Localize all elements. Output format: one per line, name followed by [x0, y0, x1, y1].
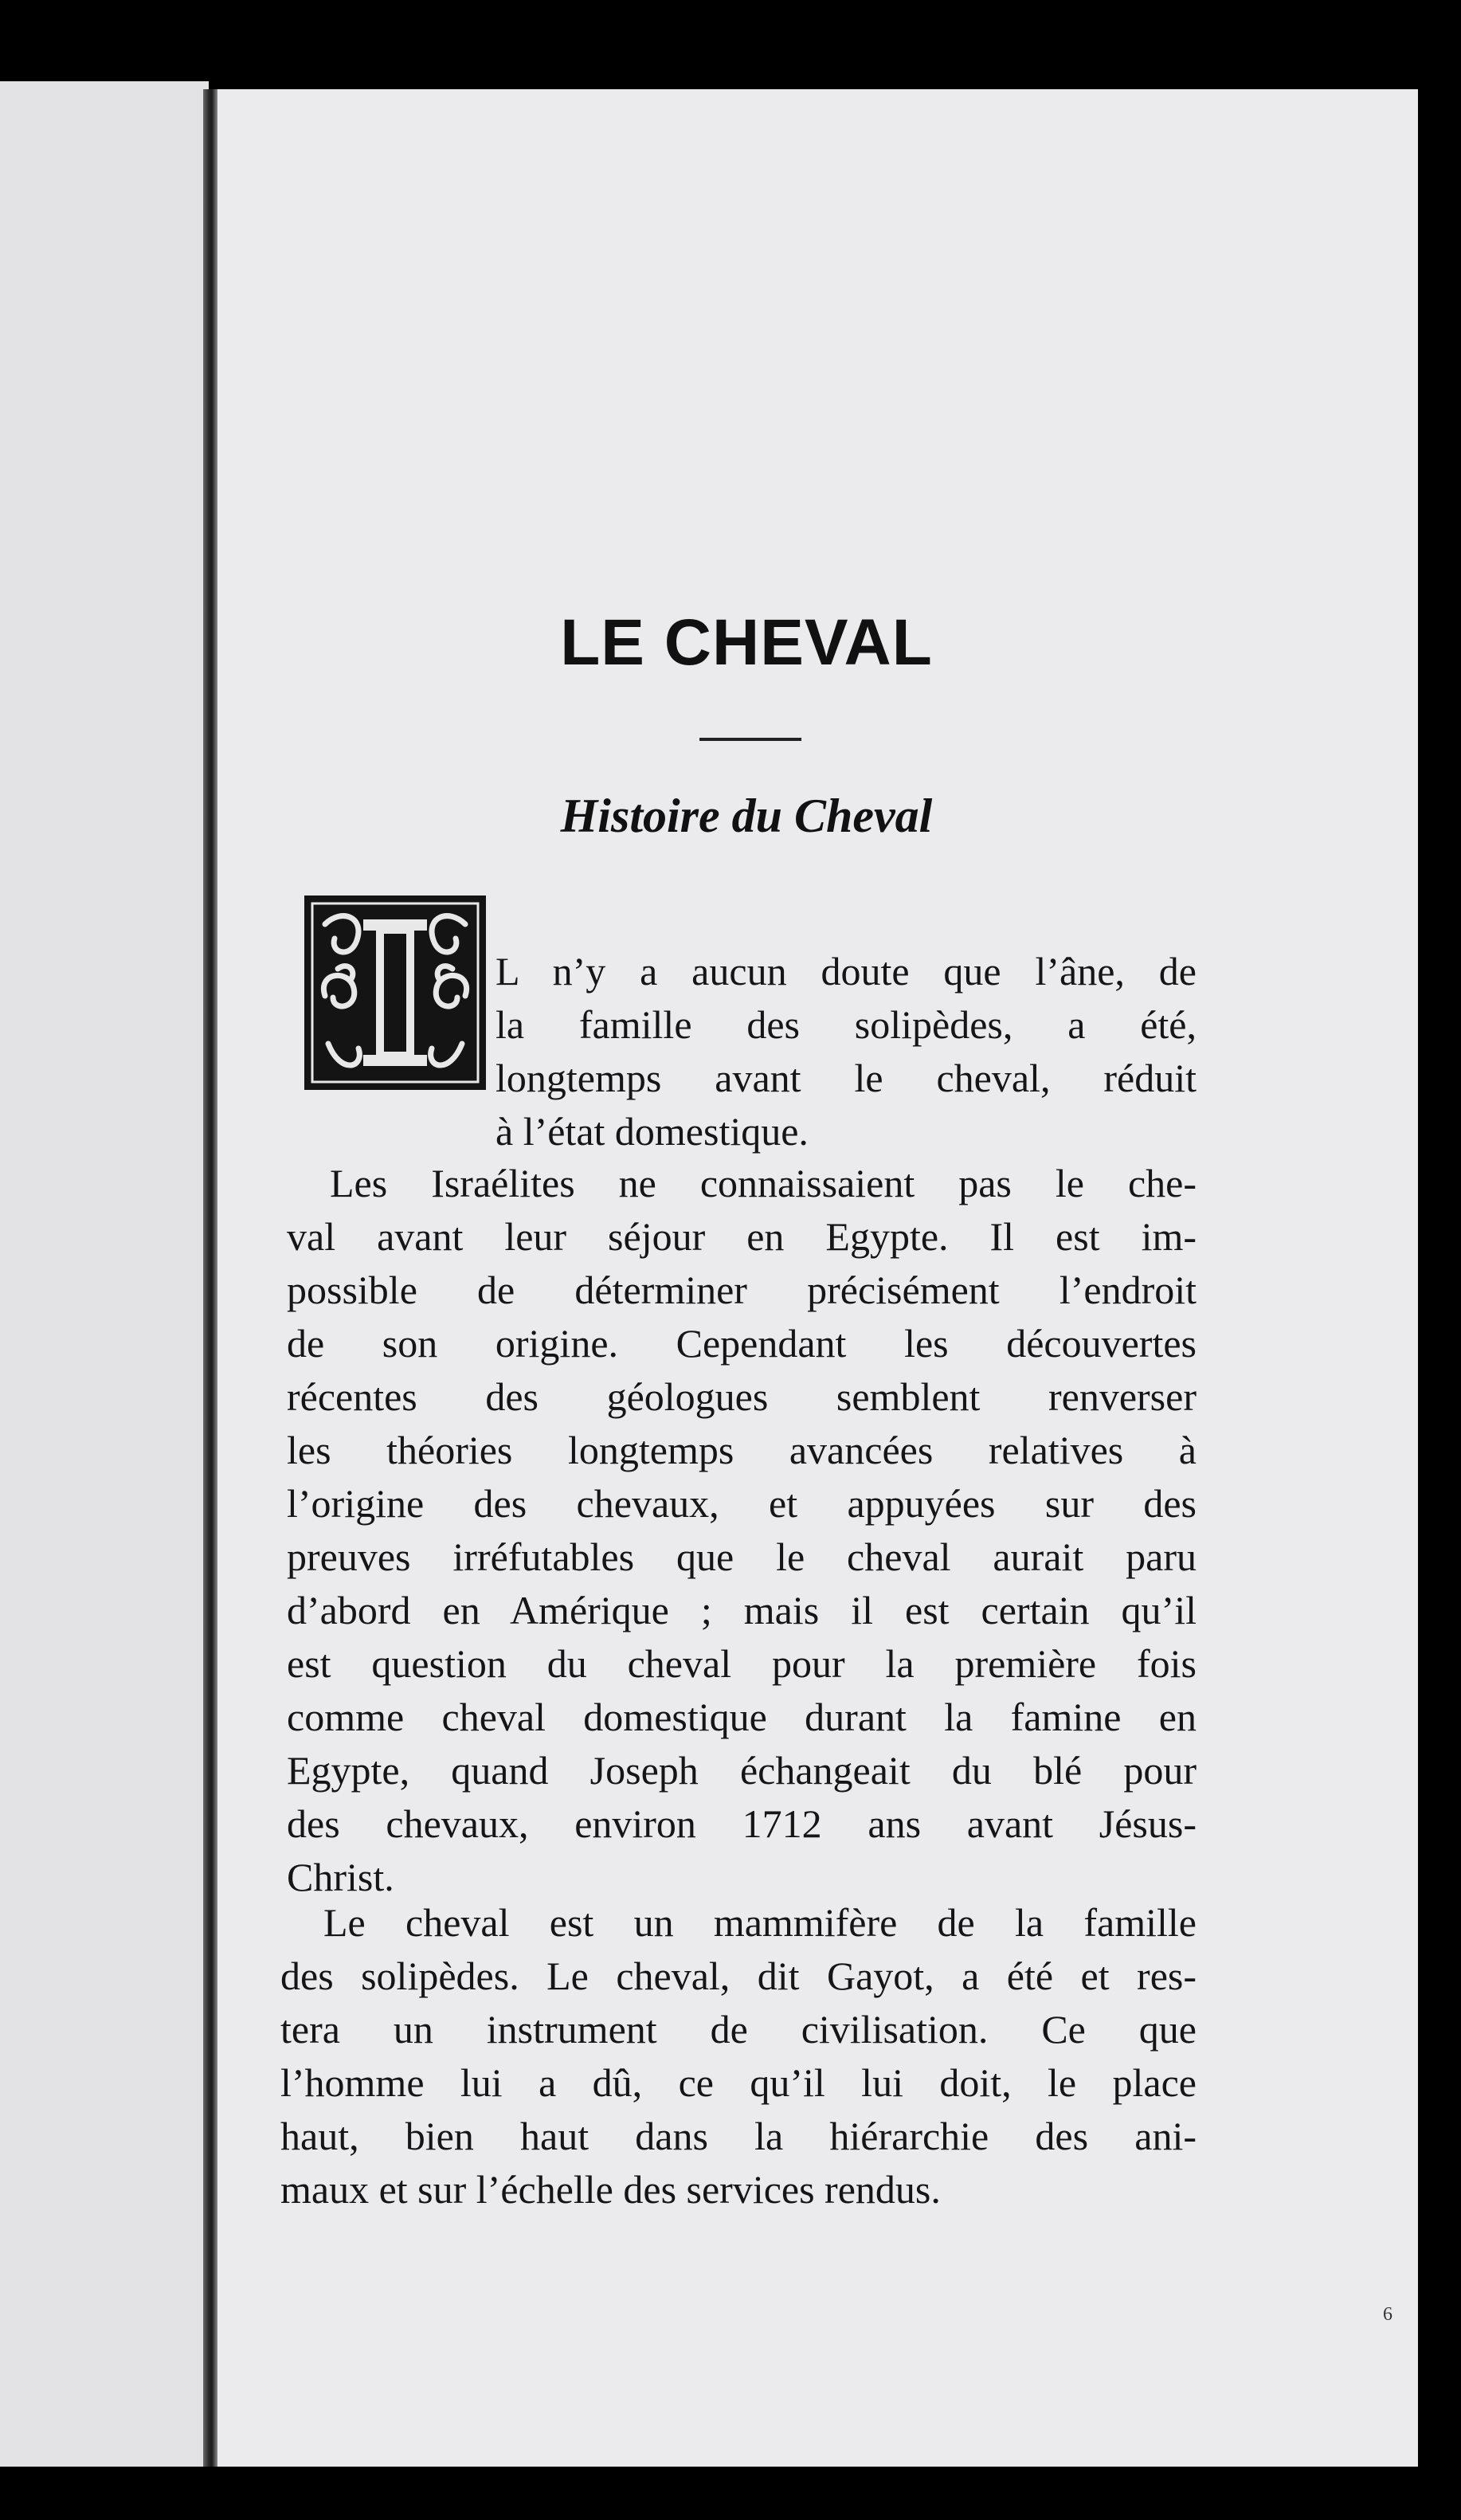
- text-line: la famille des solipèdes, a été,: [495, 1002, 1197, 1047]
- text-line: à l’état domestique.: [495, 1109, 809, 1154]
- paragraph-2: [287, 1157, 1197, 1904]
- text-line: possible de déterminer précisément l’endroit: [287, 1268, 1197, 1312]
- text-line: est question du cheval pour la première fois: [287, 1641, 1197, 1686]
- text-line: l’origine des chevaux, et appuyées sur des: [287, 1481, 1197, 1526]
- facing-page-edge: [0, 81, 209, 2467]
- page-mark: 6: [1383, 2304, 1392, 2325]
- text-line: Le cheval est un mammifère de la famille: [323, 1900, 1197, 1945]
- text-line: maux et sur l’échelle des services rendus.: [280, 2167, 941, 2212]
- text-line: récentes des géologues semblent renverser: [287, 1374, 1197, 1419]
- text-line: les théories longtemps avancées relatives à: [287, 1428, 1197, 1472]
- text-line: de son origine. Cependant les découvertes: [287, 1321, 1197, 1366]
- text-line: l’homme lui a dû, ce qu’il lui doit, le place: [280, 2060, 1197, 2105]
- text-line: Egypte, quand Joseph échangeait du blé pour: [287, 1748, 1197, 1793]
- paragraph-3: [280, 1896, 1197, 2216]
- text-line: des solipèdes. Le cheval, dit Gayot, a été et res-: [280, 1954, 1197, 1998]
- page-title: LE CHEVAL: [560, 606, 933, 679]
- title-rule: [699, 738, 801, 741]
- text-line: comme cheval domestique durant la famine en: [287, 1695, 1197, 1739]
- page-spine: [203, 89, 217, 2467]
- section-subtitle: Histoire du Cheval: [560, 790, 933, 842]
- text-line: preuves irréfutables que le cheval aurait paru: [287, 1534, 1197, 1579]
- text-line: Christ.: [287, 1855, 394, 1899]
- text-line: tera un instrument de civilisation. Ce que: [280, 2007, 1197, 2052]
- paragraph-1: [495, 945, 1197, 1158]
- text-line: des chevaux, environ 1712 ans avant Jésus-: [287, 1801, 1197, 1846]
- text-line: d’abord en Amérique ; mais il est certain qu’il: [287, 1588, 1197, 1632]
- text-line: Les Israélites ne connaissaient pas le che-: [330, 1161, 1197, 1205]
- text-line: longtemps avant le cheval, réduit: [495, 1056, 1197, 1100]
- text-line: L n’y a aucun doute que l’âne, de: [495, 949, 1197, 993]
- ornamental-dropcap-icon: [301, 892, 489, 1093]
- text-line: val avant leur séjour en Egypte. Il est im-: [287, 1214, 1197, 1259]
- text-line: haut, bien haut dans la hiérarchie des ani-: [280, 2114, 1197, 2158]
